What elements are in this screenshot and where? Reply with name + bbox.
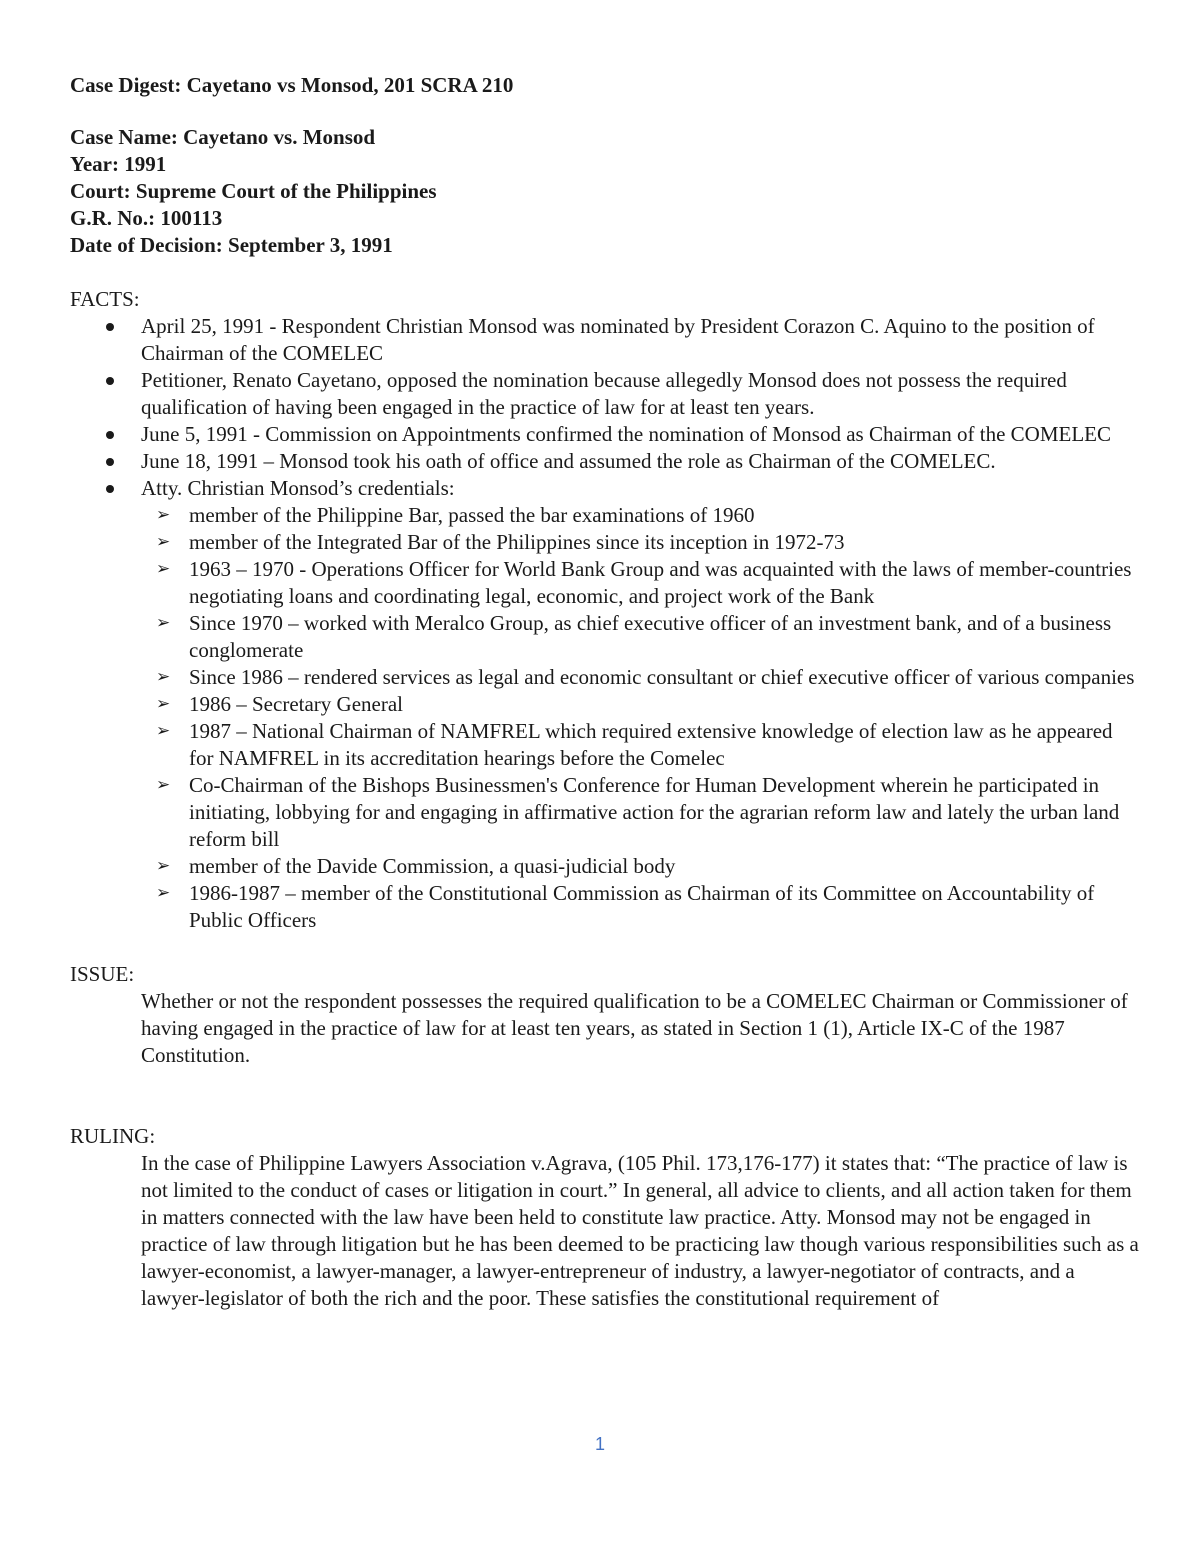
fact-item	[70, 313, 1140, 367]
page-number: 1	[594, 1434, 605, 1454]
credential-item	[141, 556, 1140, 610]
issue-heading: ISSUE:	[70, 962, 135, 986]
credential-item	[141, 502, 1140, 529]
fact-item	[70, 367, 1140, 421]
arrow-bullet-icon: ➢	[156, 505, 171, 525]
credential-text: 1963 – 1970 - Operations Officer for World Bank Group and was acquainted with the laws of member-countries negotiating loans and coordinating legal, economic, and project work of the Bank	[189, 557, 1132, 608]
case-date: Date of Decision: September 3, 1991	[70, 233, 393, 257]
case-name: Case Name: Cayetano vs. Monsod	[70, 125, 376, 149]
ruling-text: In the case of Philippine Lawyers Association v.Agrava, (105 Phil. 173,176-177) it states that: “The practice of law is not limited to the conduct of cases or litigation in court.” In general, all advice to clients, and all action taken for them in matters connected with the law have been held to constitute law practice. Atty. Monsod may not be engaged in practice of law through litigation but he has been deemed to be practicing law though various responsibilities such as a lawyer-economist, a lawyer-manager, a lawyer-entrepreneur of industry, a lawyer-negotiator of contracts, and a lawyer-legislator of both the rich and the poor. These satisfies the constitutional requirement of	[141, 1151, 1139, 1310]
credential-item	[141, 718, 1140, 772]
credential-text: 1987 – National Chairman of NAMFREL which required extensive knowledge of election law as he appeared for NAMFREL in its accreditation hearings before the Comelec	[189, 719, 1113, 770]
credential-item	[141, 664, 1140, 691]
credential-text: member of the Integrated Bar of the Philippines since its inception in 1972-73	[189, 530, 845, 554]
fact-text: Petitioner, Renato Cayetano, opposed the nomination because allegedly Monsod does not possess the required qualification of having been engaged in the practice of law for at least ten years.	[141, 368, 1067, 419]
arrow-bullet-icon: ➢	[156, 667, 171, 687]
fact-text: June 18, 1991 – Monsod took his oath of office and assumed the role as Chairman of the COMELEC.	[141, 449, 996, 473]
case-year: Year: 1991	[70, 152, 167, 176]
credential-item	[141, 691, 1140, 718]
case-court: Court: Supreme Court of the Philippines	[70, 179, 437, 203]
credential-item	[141, 880, 1140, 934]
fact-item	[70, 421, 1140, 448]
document-title: Case Digest: Cayetano vs Monsod, 201 SCRA 210	[70, 73, 514, 97]
credential-item	[141, 772, 1140, 853]
fact-item	[70, 475, 1140, 934]
fact-text: April 25, 1991 - Respondent Christian Monsod was nominated by President Corazon C. Aquino to the position of Chairman of the COMELEC	[141, 314, 1095, 365]
arrow-bullet-icon: ➢	[156, 694, 171, 714]
credentials-list	[141, 502, 1140, 934]
credential-text: Co-Chairman of the Bishops Businessmen's Conference for Human Development wherein he participated in initiating, lobbying for and engaging in affirmative action for the agrarian reform law and lately the urban land reform bill	[189, 773, 1120, 851]
case-meta	[70, 124, 1140, 259]
credential-text: Since 1986 – rendered services as legal and economic consultant or chief executive officer of various companies	[189, 665, 1135, 689]
fact-text: June 5, 1991 - Commission on Appointments confirmed the nomination of Monsod as Chairman of the COMELEC	[141, 422, 1111, 446]
bullet-icon	[106, 323, 114, 331]
fact-item	[70, 448, 1140, 475]
credential-text: 1986-1987 – member of the Constitutional Commission as Chairman of its Committee on Accountability of Public Officers	[189, 881, 1095, 932]
credential-item	[141, 610, 1140, 664]
ruling-heading: RULING:	[70, 1124, 156, 1148]
credential-text: member of the Philippine Bar, passed the bar examinations of 1960	[189, 503, 755, 527]
issue-text: Whether or not the respondent possesses the required qualification to be a COMELEC Chairman or Commissioner of having engaged in the practice of law for at least ten years, as stated in Section 1 (1), Article IX-C of the 1987 Constitution.	[141, 989, 1128, 1067]
facts-heading: FACTS:	[70, 287, 140, 311]
credential-text: Since 1970 – worked with Meralco Group, as chief executive officer of an investment bank, and of a business conglomerate	[189, 611, 1112, 662]
credential-item	[141, 529, 1140, 556]
arrow-bullet-icon: ➢	[156, 721, 171, 741]
credential-item	[141, 853, 1140, 880]
arrow-bullet-icon: ➢	[156, 559, 171, 579]
credential-text: member of the Davide Commission, a quasi-judicial body	[189, 854, 676, 878]
bullet-icon	[106, 485, 114, 493]
bullet-icon	[106, 431, 114, 439]
arrow-bullet-icon: ➢	[156, 856, 171, 876]
arrow-bullet-icon: ➢	[156, 775, 171, 795]
document-page	[70, 70, 1140, 1312]
arrow-bullet-icon: ➢	[156, 532, 171, 552]
bullet-icon	[106, 377, 114, 385]
facts-list	[70, 313, 1140, 934]
bullet-icon	[106, 458, 114, 466]
fact-text: Atty. Christian Monsod’s credentials:	[141, 476, 455, 500]
arrow-bullet-icon: ➢	[156, 613, 171, 633]
credential-text: 1986 – Secretary General	[189, 692, 403, 716]
arrow-bullet-icon: ➢	[156, 883, 171, 903]
case-gr-no: G.R. No.: 100113	[70, 206, 223, 230]
